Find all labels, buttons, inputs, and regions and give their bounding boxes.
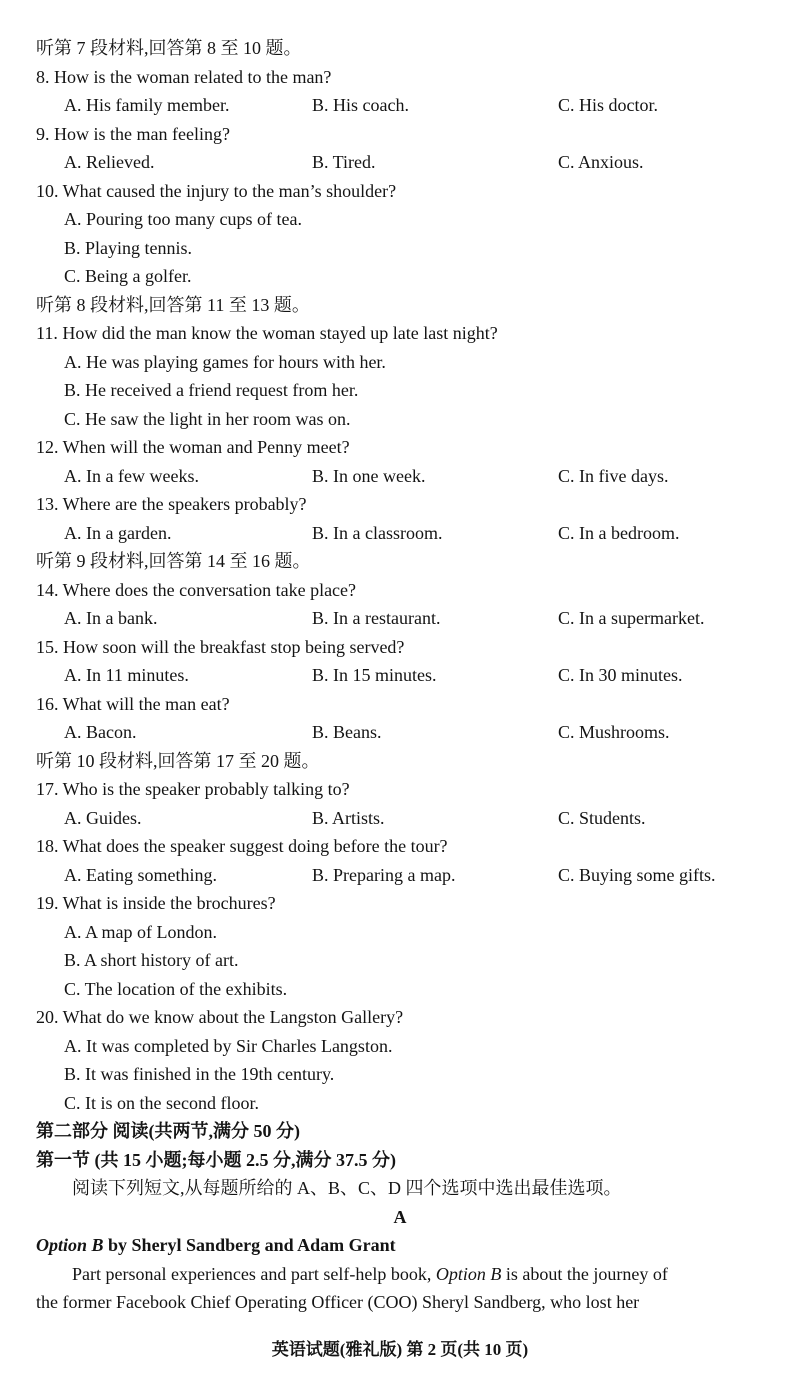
option-b: B. In one week.: [312, 466, 426, 486]
option-b: B. In a classroom.: [312, 523, 443, 543]
option-row: [0, 720, 800, 744]
question: 15. How soon will the breakfast stop being served?: [36, 637, 405, 657]
option: B. Playing tennis.: [64, 238, 193, 258]
option-c: C. In 30 minutes.: [558, 665, 683, 685]
option-a: A. Eating something.: [64, 865, 217, 885]
option-b: B. In 15 minutes.: [312, 665, 437, 685]
page-footer: 英语试题(雅礼版) 第 2 页(共 10 页): [271, 1340, 529, 1359]
option-b: B. His coach.: [312, 95, 409, 115]
question: 12. When will the woman and Penny meet?: [36, 437, 350, 457]
option-c: C. In five days.: [558, 466, 669, 486]
question: 16. What will the man eat?: [36, 694, 230, 714]
option: C. Being a golfer.: [64, 266, 192, 286]
option-c: C. Students.: [558, 808, 646, 828]
option: B. A short history of art.: [64, 950, 239, 970]
option: A. He was playing games for hours with her.: [64, 352, 386, 372]
option-row: [0, 93, 800, 117]
book-title: [36, 1233, 396, 1257]
listening-heading: 听第 7 段材料,回答第 8 至 10 题。: [36, 38, 302, 58]
option-a: A. In a bank.: [64, 608, 158, 628]
option-c: C. Mushrooms.: [558, 722, 670, 742]
option-row: [0, 150, 800, 174]
question: 13. Where are the speakers probably?: [36, 494, 307, 514]
option-row: [0, 521, 800, 545]
option-b: B. Preparing a map.: [312, 865, 456, 885]
option-a: A. Bacon.: [64, 722, 137, 742]
option-a: A. In a few weeks.: [64, 466, 199, 486]
option-c: C. His doctor.: [558, 95, 659, 115]
option-row: [0, 464, 800, 488]
question: 11. How did the man know the woman stayed up late last night?: [36, 323, 498, 343]
option-a: A. In a garden.: [64, 523, 172, 543]
book-title-authors: by Sheryl Sandberg and Adam Grant: [103, 1235, 396, 1255]
option-row: [0, 663, 800, 687]
listening-heading: 听第 8 段材料,回答第 11 至 13 题。: [36, 295, 310, 315]
option-a: A. In 11 minutes.: [64, 665, 189, 685]
option: C. He saw the light in her room was on.: [64, 409, 351, 429]
option-row: [0, 806, 800, 830]
instruction: 阅读下列短文,从每题所给的 A、B、C、D 四个选项中选出最佳选项。: [72, 1178, 622, 1198]
option: B. It was finished in the 19th century.: [64, 1064, 335, 1084]
option-b: B. Beans.: [312, 722, 382, 742]
option-c: C. Buying some gifts.: [558, 865, 716, 885]
passage-book-title: Option B: [435, 1264, 502, 1284]
book-title-name: Option B: [36, 1235, 104, 1255]
section-heading: 第一节 (共 15 小题;每小题 2.5 分,满分 37.5 分): [36, 1150, 396, 1170]
option: B. He received a friend request from her.: [64, 380, 359, 400]
option: C. It is on the second floor.: [64, 1093, 259, 1113]
option-b: B. Artists.: [312, 808, 385, 828]
option: C. The location of the exhibits.: [64, 979, 288, 999]
listening-heading: 听第 9 段材料,回答第 14 至 16 题。: [36, 551, 311, 571]
passage-text: Part personal experiences and part self-help book,: [72, 1264, 436, 1284]
question: 17. Who is the speaker probably talking to?: [36, 779, 350, 799]
section-heading: 第二部分 阅读(共两节,满分 50 分): [36, 1121, 300, 1141]
passage-label: A: [393, 1207, 407, 1227]
listening-heading: 听第 10 段材料,回答第 17 至 20 题。: [36, 751, 320, 771]
option-a: A. His family member.: [64, 95, 230, 115]
passage-line: the former Facebook Chief Operating Officer (COO) Sheryl Sandberg, who lost her: [36, 1292, 640, 1312]
option-c: C. In a supermarket.: [558, 608, 705, 628]
option: A. It was completed by Sir Charles Langston.: [64, 1036, 393, 1056]
passage-text: is about the journey of: [501, 1264, 668, 1284]
option-a: A. Guides.: [64, 808, 142, 828]
option-b: B. In a restaurant.: [312, 608, 441, 628]
passage-line: [72, 1262, 668, 1286]
question: 9. How is the man feeling?: [36, 124, 230, 144]
question: 19. What is inside the brochures?: [36, 893, 276, 913]
question: 18. What does the speaker suggest doing before the tour?: [36, 836, 448, 856]
option: A. Pouring too many cups of tea.: [64, 209, 302, 229]
option-c: C. In a bedroom.: [558, 523, 680, 543]
question: 20. What do we know about the Langston Gallery?: [36, 1007, 404, 1027]
option: A. A map of London.: [64, 922, 217, 942]
question: 8. How is the woman related to the man?: [36, 67, 332, 87]
option-a: A. Relieved.: [64, 152, 155, 172]
option-row: [0, 863, 800, 887]
question: 14. Where does the conversation take place?: [36, 580, 357, 600]
question: 10. What caused the injury to the man’s shoulder?: [36, 181, 397, 201]
option-row: [0, 606, 800, 630]
option-b: B. Tired.: [312, 152, 376, 172]
option-c: C. Anxious.: [558, 152, 644, 172]
